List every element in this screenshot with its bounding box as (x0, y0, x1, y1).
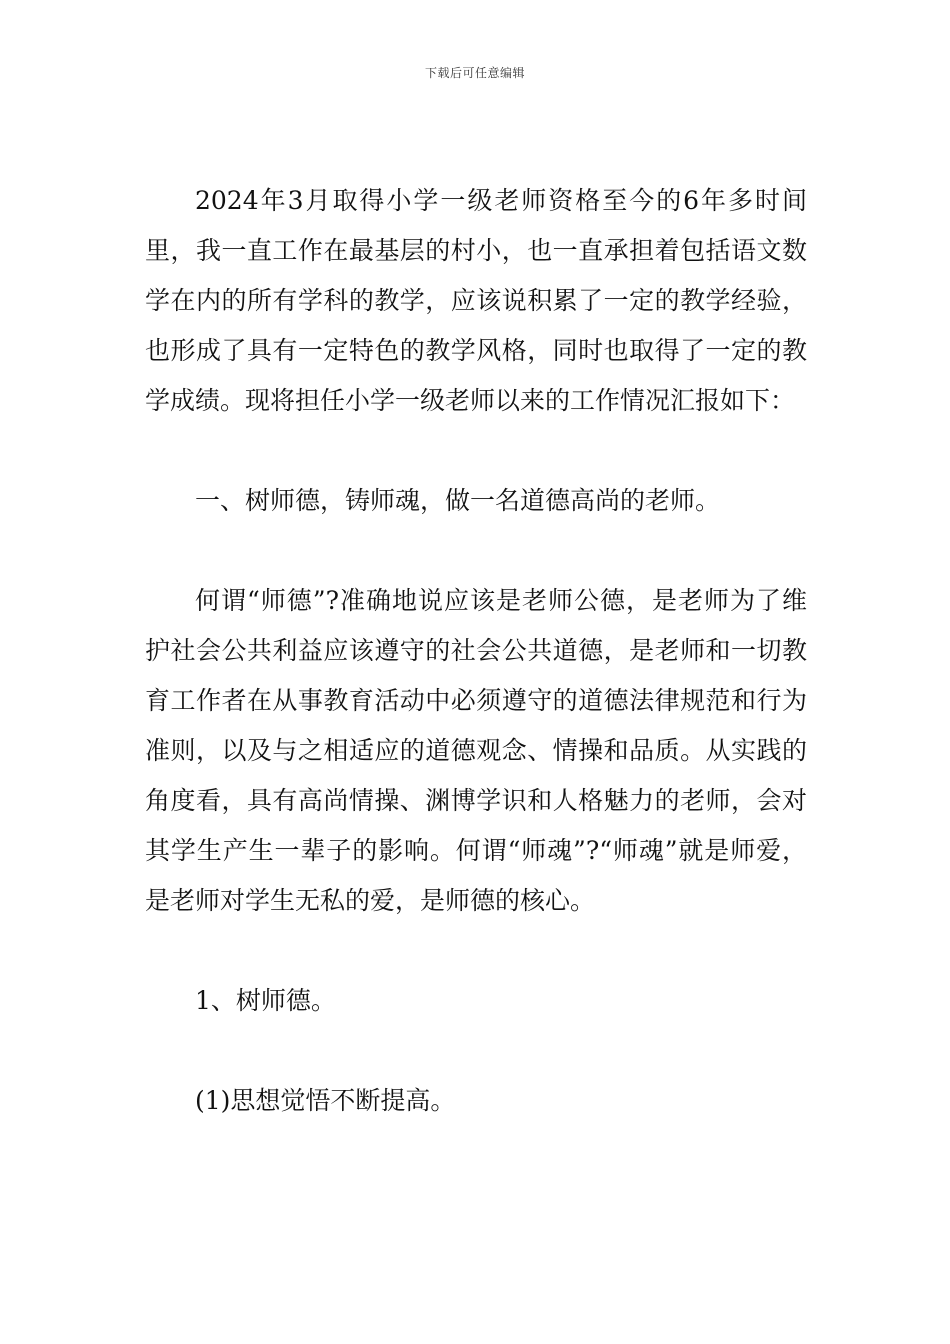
subsection-heading-1: 1、树师德。 (195, 986, 336, 1015)
paragraph-shide: 何谓“师德”?准确地说应该是老师公德，是老师为了维护社会公共利益应该遵守的社会公共道德，是老师和一切教育工作者在从事教育活动中必须遵守的道德法律规范和行为准则，以及与之相适应的道德观念、情操和品质。从实践的角度看，具有高尚情操、渊博学识和人格魅力的老师，会对其学生产生一辈子的影响。何谓“师魂”?“师魂”就是师爱，是老师对学生无私的爱，是师德的核心。 (145, 586, 807, 915)
subsubsection-heading-1: (1)思想觉悟不断提高。 (195, 1086, 456, 1115)
header-note: 下载后可任意编辑 (424, 66, 525, 80)
section-heading-1: 一、树师德，铸师魂，做一名道德高尚的老师。 (195, 486, 721, 515)
paragraph-intro: 2024年3月取得小学一级老师资格至今的6年多时间里，我一直工作在最基层的村小，也一直承担着包括语文数学在内的所有学科的教学，应该说积累了一定的教学经验，也形成了具有一定特色的教学风格，同时也取得了一定的教学成绩。现将担任小学一级老师以来的工作情况汇报如下： (145, 186, 807, 415)
document-body (145, 176, 807, 1126)
